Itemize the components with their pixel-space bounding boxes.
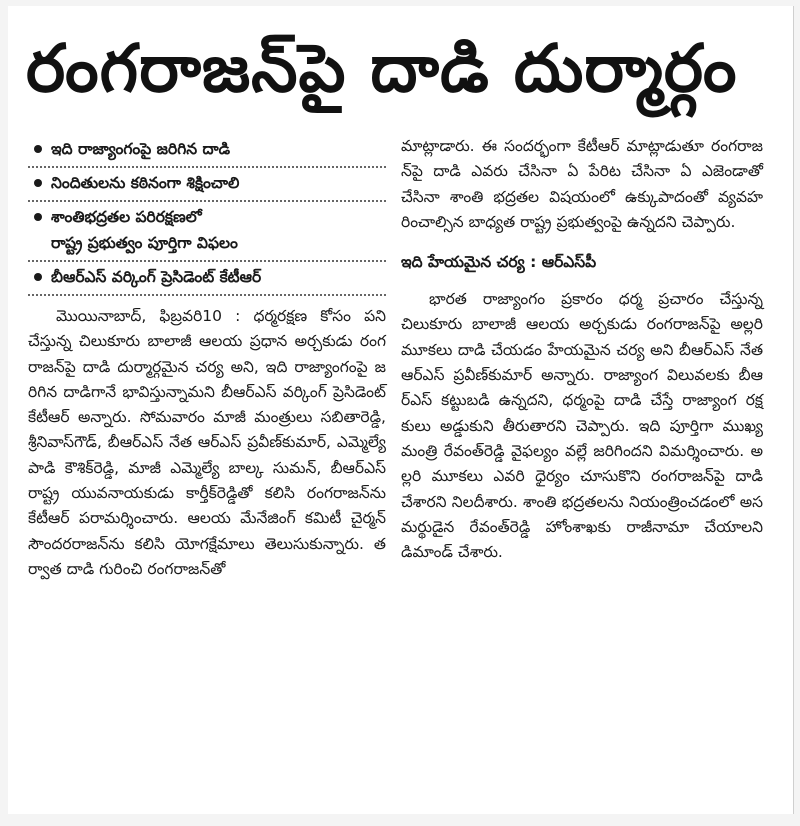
highlight-text: ఇది రాజ్యాంగంపై జరిగిన దాడి <box>51 140 231 158</box>
highlight-item <box>28 134 386 168</box>
highlight-item <box>28 202 386 230</box>
newspaper-clipping <box>8 6 794 814</box>
headline: రంగరాజన్‌పై దాడి దుర్మార్గం <box>26 30 738 107</box>
right-column <box>401 134 763 565</box>
left-column <box>28 134 386 582</box>
bullet-dot-icon <box>34 179 42 187</box>
bullet-dot-icon <box>34 273 42 281</box>
bullet-dot-icon <box>34 145 42 153</box>
highlight-text: రాష్ట్ర ప్రభుత్వం పూర్తిగా విఫలం <box>51 234 238 252</box>
highlight-item <box>28 262 386 296</box>
highlight-item <box>28 168 386 202</box>
highlights-list <box>28 134 386 296</box>
article-paragraph: మాట్లాడారు. ఈ సందర్భంగా కేటీఆర్ మాట్లాడుతూ రంగరాజన్‌పై దాడి ఎవరు చేసినా ఏ పేరిట చేసినా ఏ ఎజెండాతో చేసినా శాంతి భద్రతల విషయంలో ఉక్కుపాదంతో వ్యవహరించాల్సిన బాధ్యత రాష్ట్ర ప్రభుత్వంపై ఉన్నదని చెప్పారు. <box>401 137 763 231</box>
article-paragraph: మొయినాబాద్, ఫిబ్రవరి10 : ధర్మరక్షణ కోసం పని చేస్తున్న చిలుకూరు బాలాజీ ఆలయ ప్రధాన అర్చకుడు రంగరాజన్‌పై దాడి దుర్మార్గమైన చర్య అని, ఇది రాజ్యాంగంపై జరిగిన దాడిగానే భావిస్తున్నామని బీఆర్‌ఎస్ వర్కింగ్ ప్రెసిడెంట్ కేటీఆర్ అన్నారు. సోమవారం మాజీ మంత్రులు సబితారెడ్డి, శ్రీనివాస్‌గౌడ్, బీఆర్‌ఎస్ నేత ఆర్‌ఎస్ ప్రవీణ్‌కుమార్, ఎమ్మెల్యే పాడి కౌశిక్‌రెడ్డి, మాజీ ఎమ్మెల్యే బాల్క సుమన్, బీఆర్‌ఎస్ రాష్ట్ర యువనాయకుడు కార్తీక్‌రెడ్డితో కలిసి రంగరాజన్‌ను కేటీఆర్ పరామర్శించారు. ఆలయ మేనేజింగ్ కమిటీ చైర్మన్ సౌందరరాజన్‌ను కలిసి యోగక్షేమాలు తెలుసుకున్నారు. తర్వాత దాడి గురించి రంగరాజన్‌తో <box>28 307 386 578</box>
highlight-item-continued <box>28 230 386 262</box>
highlight-text: నిందితులను కఠినంగా శిక్షించాలి <box>51 174 240 192</box>
article-paragraph: భారత రాజ్యాంగం ప్రకారం ధర్మ ప్రచారం చేస్తున్న చిలుకూరు బాలాజీ ఆలయ అర్చకుడు రంగరాజన్‌పై అల్లరి మూకలు దాడి చేయడం హేయమైన చర్య అని బీఆర్‌ఎస్ నేత ఆర్‌ఎస్ ప్రవీణ్‌కుమార్ అన్నారు. రాజ్యాంగ విలువలకు బీఆర్‌ఎస్ కట్టుబడి ఉన్నదని, ధర్మంపై దాడి చేస్తే రాజ్యాంగ రక్షకులు అడ్డుకుని తీరుతారని చెప్పారు. ఇది పూర్తిగా ముఖ్యమంత్రి రేవంత్‌రెడ్డి వైఫల్యం వల్లే జరిగిందని విమర్శించారు. అల్లరి మూకలు ఎవరి ధైర్యం చూసుకొని రంగరాజన్‌పై దాడి చేశారని నిలదీశారు. శాంతి భద్రతలను నియంత్రించడంలో అసమర్థుడైన రేవంత్‌రెడ్డి హోంశాఖకు రాజీనామా చేయాలని డిమాండ్ చేశారు. <box>401 290 763 562</box>
highlight-text: శాంతిభద్రతల పరిరక్షణలో <box>51 208 202 226</box>
highlight-text: బీఆర్‌ఎస్ వర్కింగ్ ప్రెసిడెంట్ కేటీఆర్ <box>51 268 262 286</box>
bullet-dot-icon <box>34 213 42 221</box>
article-subheading: ఇది హేయమైన చర్య : ఆర్‌ఎస్‌పీ <box>401 253 597 272</box>
